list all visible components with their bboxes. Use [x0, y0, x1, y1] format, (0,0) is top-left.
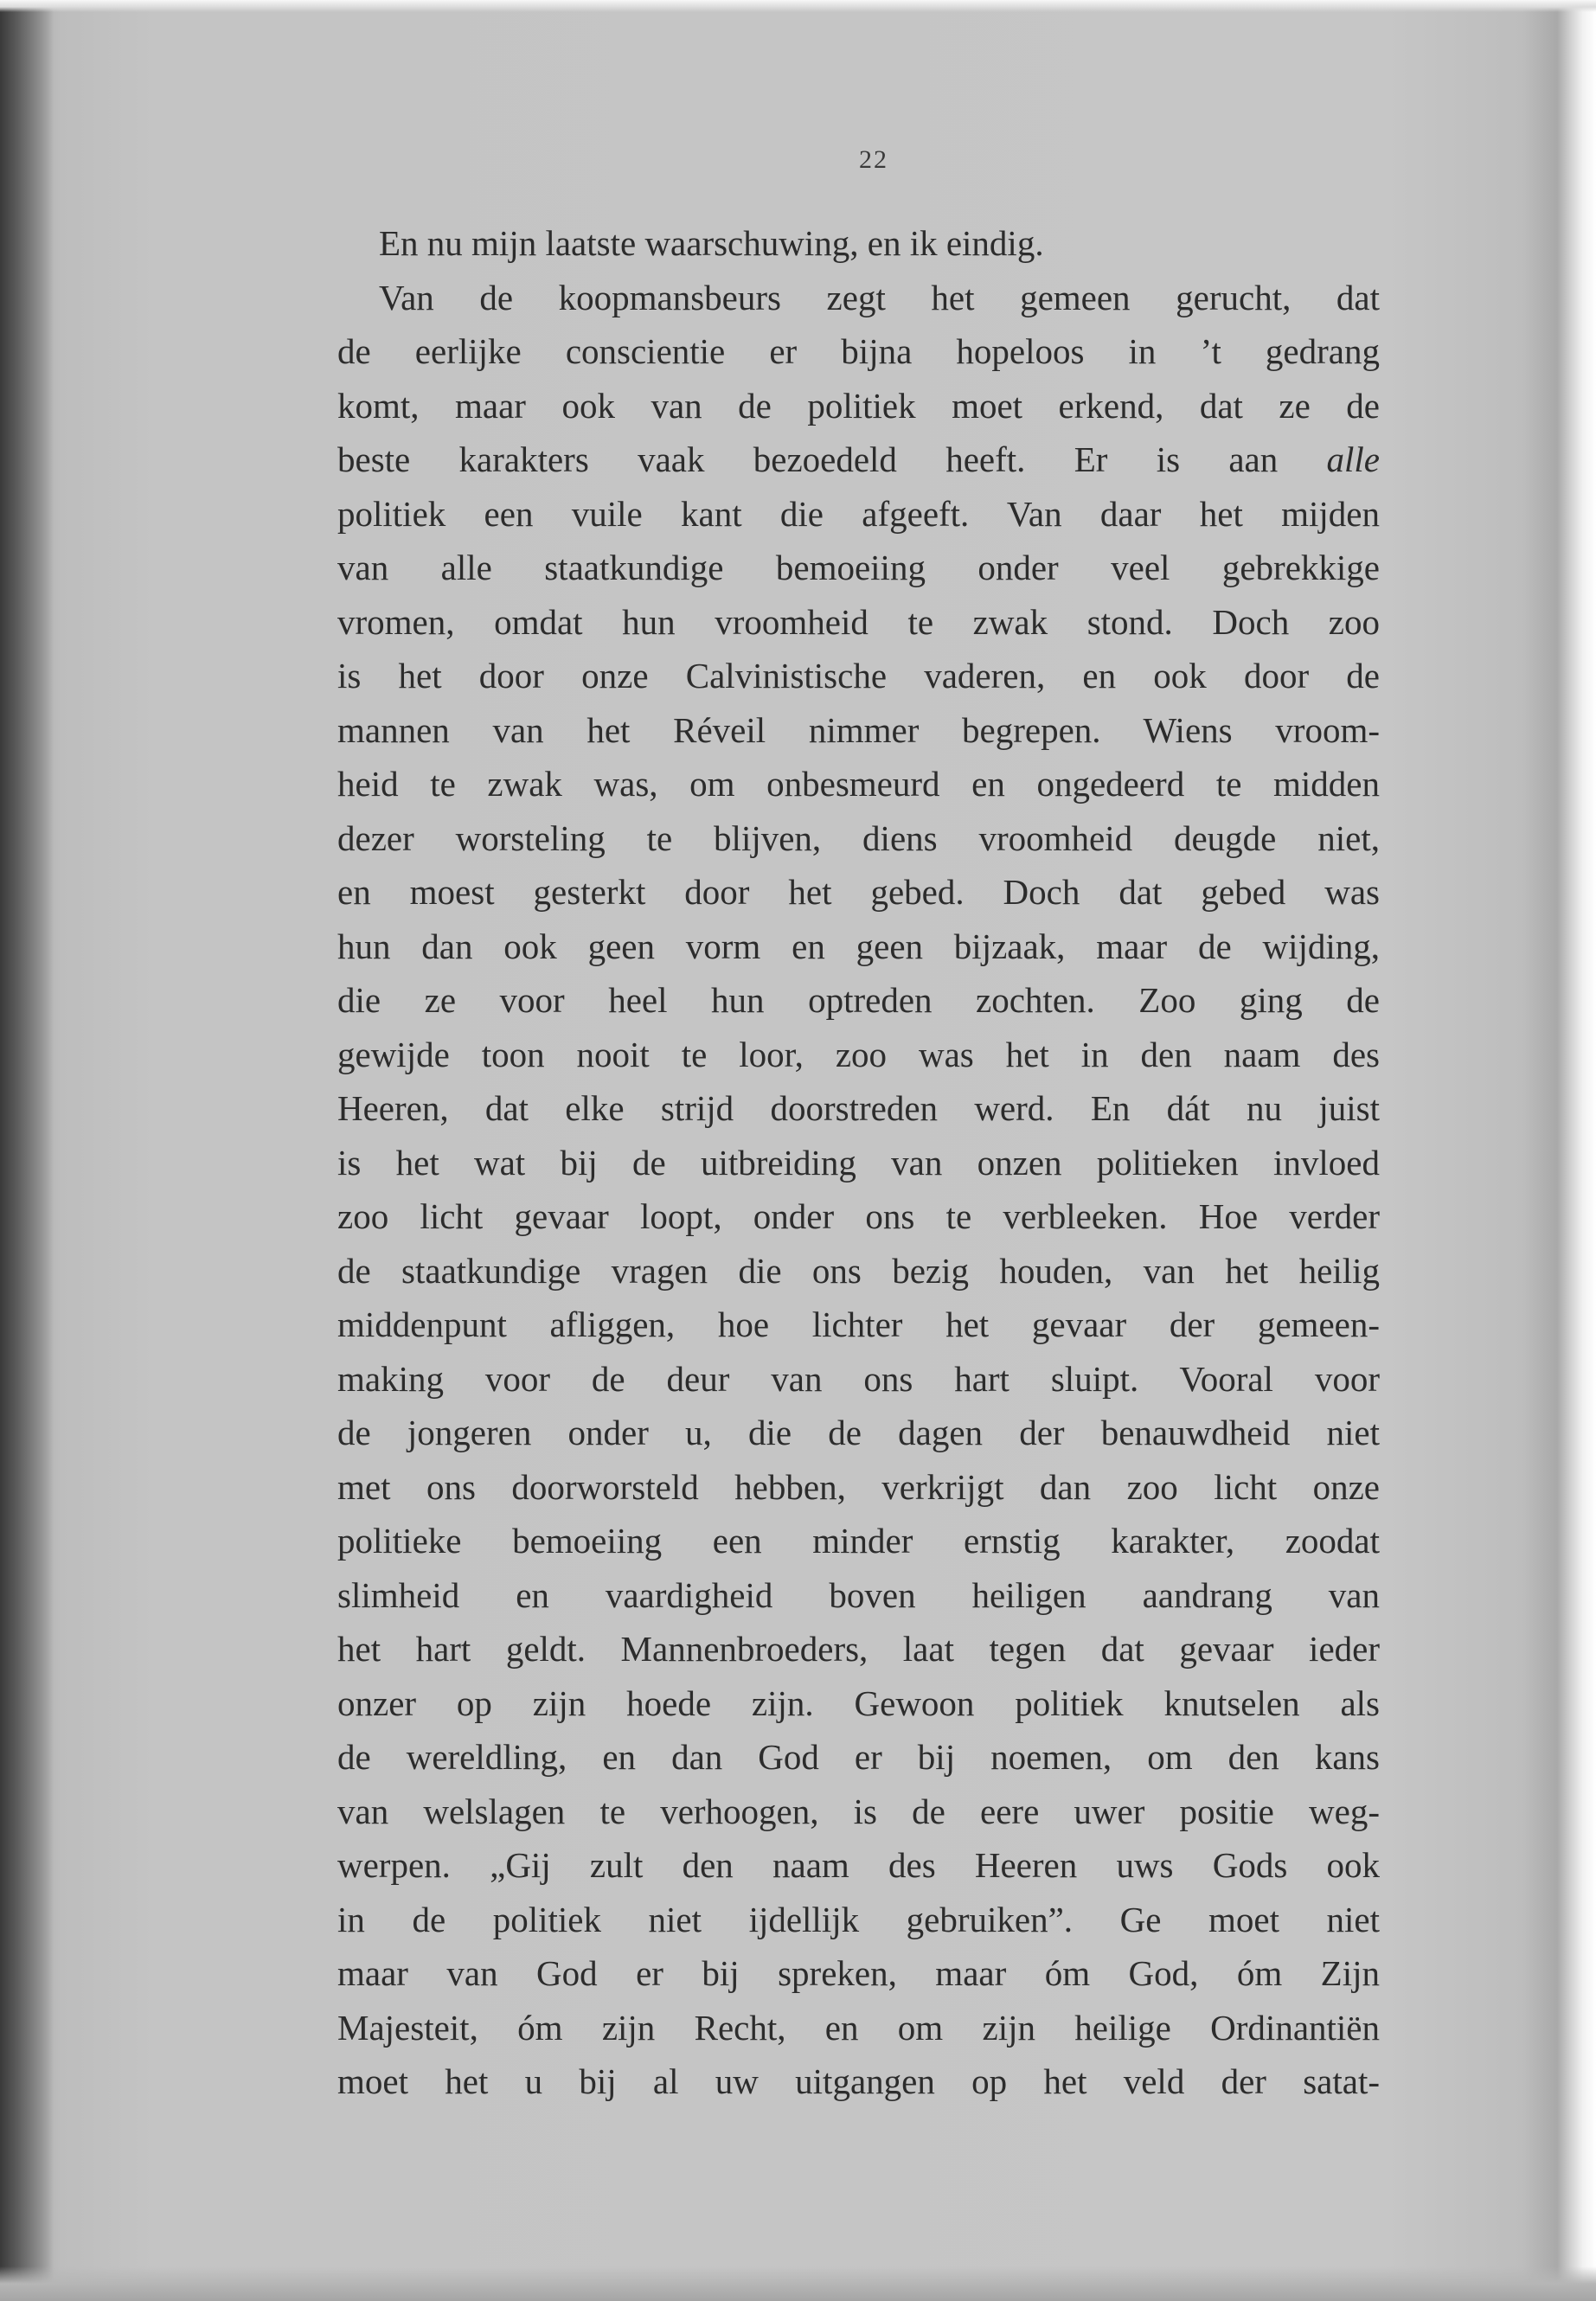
page-number: 22: [859, 145, 888, 174]
text-line: [337, 2001, 1380, 2055]
text-line: [337, 1298, 1380, 1352]
text-line-content: beste karakters vaak bezoedeld heeft. Er is aan: [337, 439, 1327, 479]
text-line: [337, 595, 1380, 650]
text-line: [337, 865, 1380, 920]
text-line: [337, 1460, 1380, 1515]
text-line: [337, 216, 1380, 271]
text-line-content: de staatkundige vragen die ons bezig houden, van het heilig: [337, 1250, 1380, 1291]
text-line-content: Van de koopmansbeurs zegt het gemeen gerucht, dat: [379, 277, 1380, 317]
text-line-content: de jongeren onder u, die de dagen der benauwdheid niet: [337, 1413, 1380, 1452]
text-line: [337, 324, 1380, 379]
text-line: [337, 487, 1380, 542]
text-line-content: in de politiek niet ijdellijk gebruiken”. Ge moet niet: [337, 1899, 1380, 1939]
text-line: [337, 973, 1380, 1028]
text-line-content: gewijde toon nooit te loor, zoo was het in den naam des: [337, 1034, 1380, 1074]
text-line: [337, 703, 1380, 758]
text-line: [337, 1189, 1380, 1244]
text-line-content: dezer worsteling te blijven, diens vroomheid deugde niet,: [337, 817, 1380, 858]
text-line-content: middenpunt afliggen, hoe lichter het gevaar der gemeen-: [337, 1304, 1380, 1344]
text-line: [337, 1514, 1380, 1568]
text-line: [337, 379, 1380, 433]
text-line: [337, 541, 1380, 595]
text-line: [337, 1893, 1380, 1947]
text-line-content: hun dan ook geen vorm en geen bijzaak, maar de wijding,: [337, 926, 1380, 966]
text-line: [337, 1622, 1380, 1676]
text-line-content: Heeren, dat elke strijd doorstreden werd. En dát nu juist: [337, 1088, 1380, 1128]
page-bottom-edge: [0, 2266, 1596, 2301]
text-line: [337, 433, 1380, 487]
text-line-content: werpen. „Gij zult den naam des Heeren uws Gods ook: [337, 1845, 1380, 1885]
text-line-content: komt, maar ook van de politiek moet erkend, dat ze de: [337, 385, 1380, 426]
text-line-content: maar van God er bij spreken, maar óm God, óm Zijn: [337, 1953, 1380, 1993]
text-line-content: van alle staatkundige bemoeiing onder veel gebrekkige: [337, 548, 1380, 587]
text-line-content: de eerlijke conscientie er bijna hopeloos in ’t gedrang: [337, 331, 1380, 371]
text-line: [337, 1081, 1380, 1136]
text-line-content: zoo licht gevaar loopt, onder ons te verbleeken. Hoe verder: [337, 1196, 1380, 1236]
text-line-content: is het door onze Calvinistische vaderen, en ook door de: [337, 656, 1380, 695]
text-line: [337, 1352, 1380, 1407]
text-line: [337, 1785, 1380, 1839]
text-line-content: die ze voor heel hun optreden zochten. Zoo ging de: [337, 980, 1380, 1020]
text-line-content: making voor de deur van ons hart sluipt. Vooral voor: [337, 1358, 1380, 1399]
text-line-content: met ons doorworsteld hebben, verkrijgt dan zoo licht onze: [337, 1466, 1380, 1507]
text-line: [337, 757, 1380, 811]
italic-word: alle: [1326, 439, 1380, 479]
text-line-content: onzer op zijn hoede zijn. Gewoon politiek knutselen als: [337, 1682, 1380, 1723]
body-text: [337, 216, 1380, 2109]
text-line: [337, 1568, 1380, 1623]
text-line: [337, 1406, 1380, 1460]
text-line: [337, 649, 1380, 703]
text-line-content: heid te zwak was, om onbesmeurd en ongedeerd te midden: [337, 764, 1380, 804]
text-line: [337, 1676, 1380, 1731]
text-line-content: vromen, omdat hun vroomheid te zwak stond. Doch zoo: [337, 601, 1380, 642]
text-line: [337, 1730, 1380, 1785]
text-line-content: het hart geldt. Mannenbroeders, laat tegen dat gevaar ieder: [337, 1629, 1380, 1669]
text-line-content: En nu mijn laatste waarschuwing, en ik eindig.: [379, 223, 1044, 263]
page-top-edge: [0, 0, 1596, 12]
text-line: [337, 920, 1380, 974]
text-line: [337, 1136, 1380, 1190]
text-line: [337, 1946, 1380, 2001]
text-line: [337, 1838, 1380, 1893]
text-line-content: van welslagen te verhoogen, is de eere uwer positie weg-: [337, 1791, 1380, 1831]
text-line-content: is het wat bij de uitbreiding van onzen politieken invloed: [337, 1142, 1380, 1183]
text-line-content: politiek een vuile kant die afgeeft. Van daar het mijden: [337, 493, 1380, 534]
text-line: [337, 811, 1380, 866]
text-line-content: moet het u bij al uw uitgangen op het veld der satat-: [337, 2061, 1380, 2101]
text-line-content: de wereldling, en dan God er bij noemen, om den kans: [337, 1737, 1380, 1777]
text-line: [337, 1244, 1380, 1298]
text-line-content: slimheid en vaardigheid boven heiligen aandrang van: [337, 1574, 1380, 1615]
text-line-content: en moest gesterkt door het gebed. Doch dat gebed was: [337, 872, 1380, 912]
book-spine-shadow: [0, 0, 54, 2301]
text-line-content: Majesteit, óm zijn Recht, en om zijn heilige Ordinantiën: [337, 2007, 1380, 2048]
text-line: [337, 271, 1380, 325]
text-line-content: politieke bemoeiing een minder ernstig karakter, zoodat: [337, 1521, 1380, 1561]
text-line: [337, 1028, 1380, 1082]
text-line: [337, 2054, 1380, 2109]
text-line-content: mannen van het Réveil nimmer begrepen. Wiens vroom-: [337, 709, 1380, 750]
